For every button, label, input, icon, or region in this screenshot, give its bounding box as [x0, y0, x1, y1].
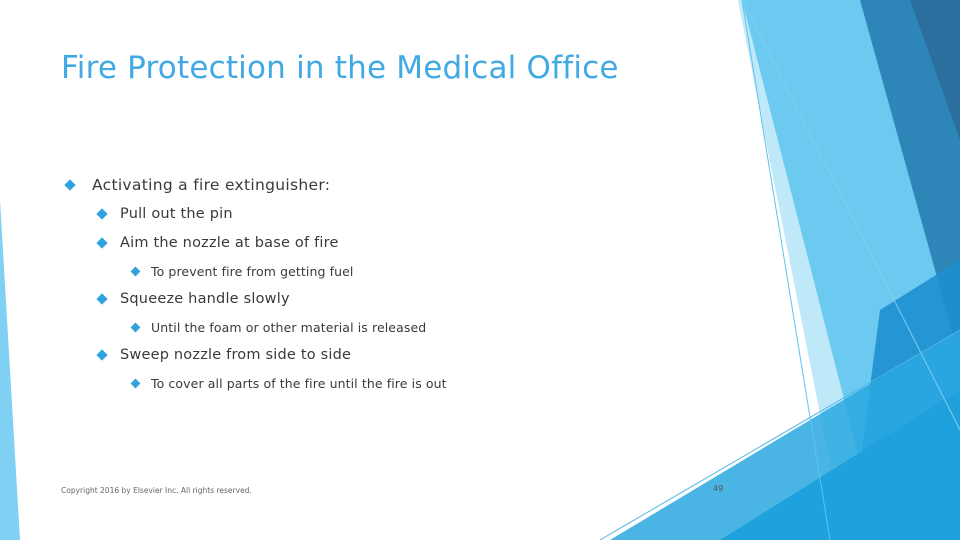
- list-item: [132, 264, 354, 279]
- list-item: [132, 320, 426, 335]
- diamond-bullet-icon: [96, 349, 107, 360]
- diamond-bullet-icon: [131, 323, 141, 333]
- diamond-bullet-icon: [96, 237, 107, 248]
- diamond-bullet-icon: [96, 293, 107, 304]
- bullet-text: Activating a fire extinguisher:: [92, 176, 331, 194]
- bullet-text: To prevent fire from getting fuel: [151, 264, 354, 279]
- bullet-text: Until the foam or other material is released: [151, 320, 427, 335]
- list-item: [66, 176, 330, 194]
- list-item: [98, 206, 233, 222]
- list-item: [98, 235, 339, 251]
- slide-title: Fire Protection in the Medical Office: [61, 50, 619, 86]
- bullet-text: Aim the nozzle at base of fire: [120, 235, 339, 251]
- bullet-text: Sweep nozzle from side to side: [120, 347, 352, 363]
- diamond-bullet-icon: [64, 179, 75, 190]
- diamond-bullet-icon: [131, 379, 141, 389]
- diamond-bullet-icon: [131, 267, 141, 277]
- bullet-text: Squeeze handle slowly: [120, 291, 290, 307]
- diamond-bullet-icon: [96, 208, 107, 219]
- bullet-text: To cover all parts of the fire until the fire is out: [151, 376, 447, 391]
- list-item: [98, 291, 290, 307]
- bullet-text: Pull out the pin: [120, 206, 233, 222]
- copyright-footer: Copyright 2016 by Elsevier Inc. All rights reserved.: [61, 486, 252, 495]
- list-item: [132, 376, 447, 391]
- list-item: [98, 347, 351, 363]
- page-number: 49: [713, 484, 724, 493]
